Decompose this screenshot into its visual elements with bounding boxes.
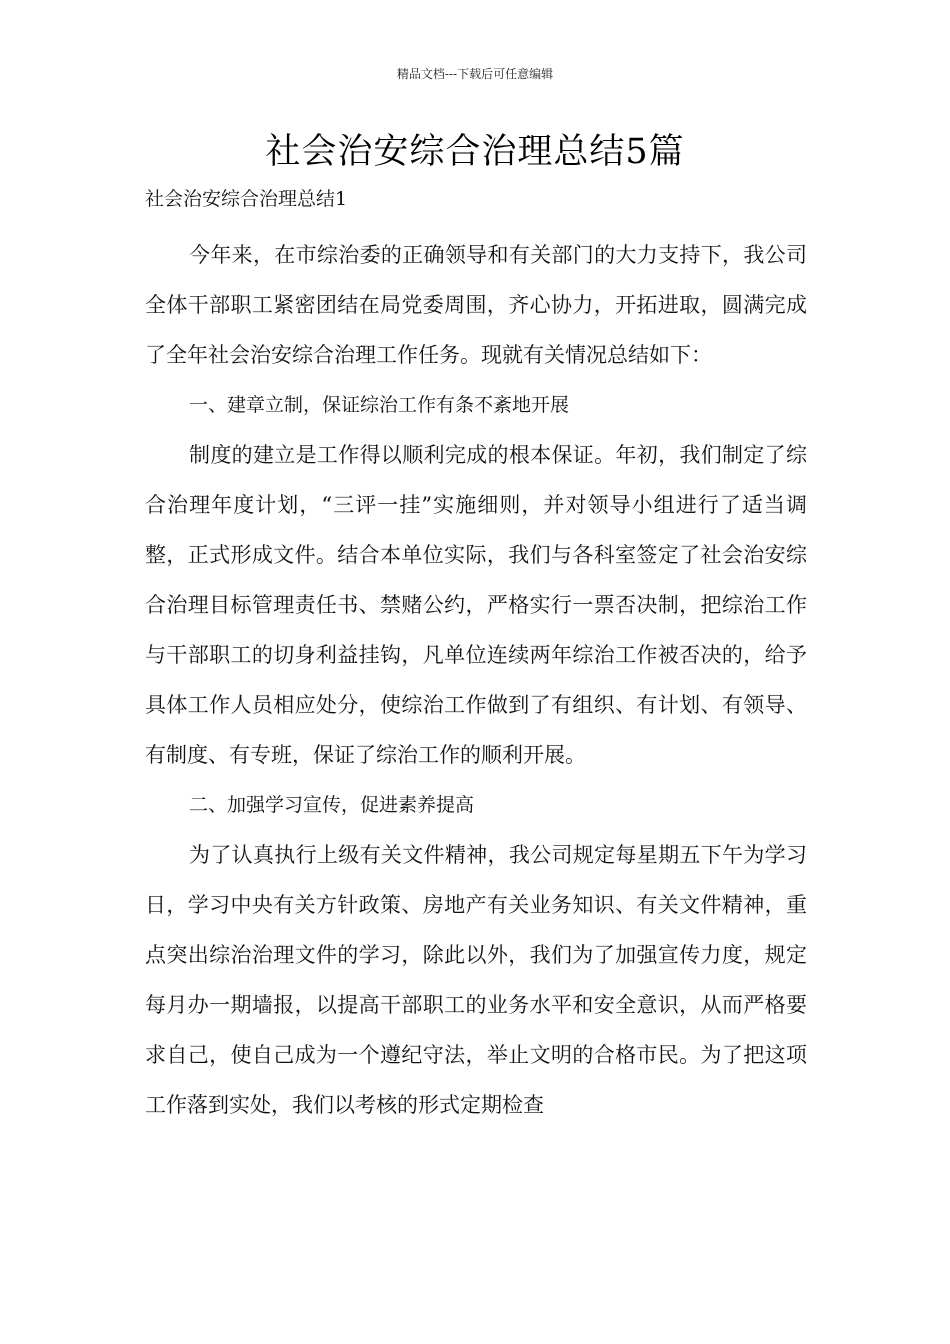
paragraph-intro: 今年来，在市综治委的正确领导和有关部门的大力支持下，我公司全体干部职工紧密团结在局党委周围，齐心协力，开拓进取，圆满完成了全年社会治安综合治理工作任务。现就有关情况总结如下：	[145, 243, 807, 367]
document-body	[145, 230, 807, 1130]
header-note: 精品文档---下载后可任意编辑	[396, 67, 554, 81]
section-subtitle: 社会治安综合治理总结1	[145, 188, 348, 210]
paragraph-section-2: 为了认真执行上级有关文件精神，我公司规定每星期五下午为学习日，学习中央有关方针政策、房地产有关业务知识、有关文件精神，重点突出综治治理文件的学习，除此以外，我们为了加强宣传力度，规定每月办一期墙报，以提高干部职工的业务水平和安全意识，从而严格要求自己，使自己成为一个遵纪守法，举止文明的合格市民。为了把这项工作落到实处，我们以考核的形式定期检查	[145, 843, 807, 1117]
document-title: 社会治安综合治理总结5篇	[265, 132, 685, 172]
section-heading-1: 一、建章立制，保证综治工作有条不紊地开展	[189, 394, 570, 416]
paragraph-section-1: 制度的建立是工作得以顺利完成的根本保证。年初，我们制定了综合治理年度计划，“三评一挂”实施细则，并对领导小组进行了适当调整，正式形成文件。结合本单位实际，我们与各科室签定了社会治安综合治理目标管理责任书、禁赌公约，严格实行一票否决制，把综治工作与干部职工的切身利益挂钩，凡单位连续两年综治工作被否决的，给予具体工作人员相应处分，使综治工作做到了有组织、有计划、有领导、有制度、有专班，保证了综治工作的顺利开展。	[145, 443, 807, 767]
section-heading-2: 二、加强学习宣传，促进素养提高	[189, 794, 475, 816]
